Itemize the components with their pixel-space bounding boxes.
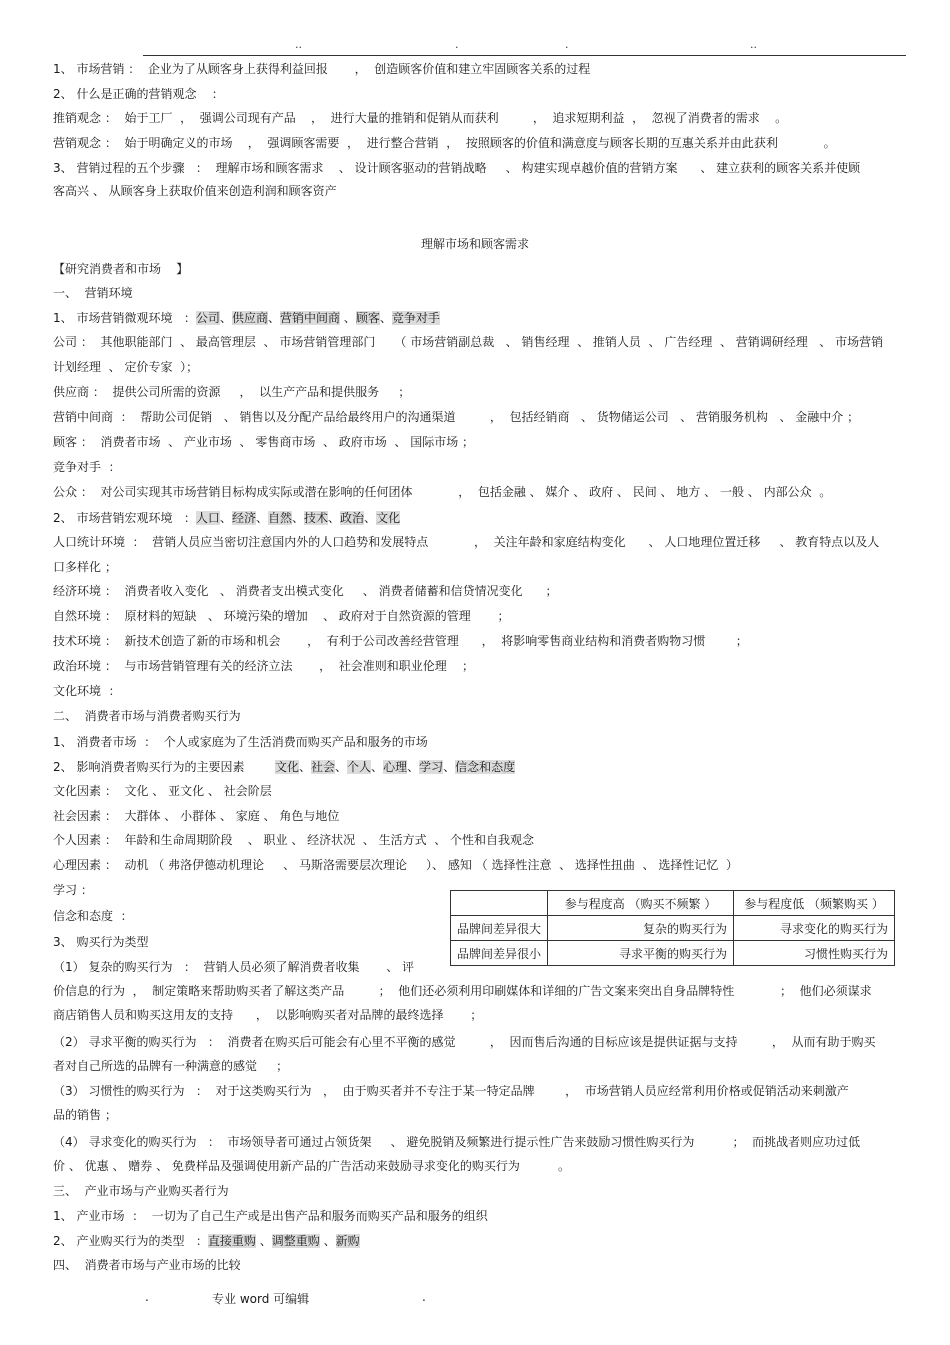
body-line: （2） 寻求平衡的购买行为 ： 消费者在购买后可能会有心里不平衡的感觉 ， 因而售后沟通的目标应该是提供证据与支持 ， 从而有助于购买 bbox=[53, 1035, 876, 1049]
body-line: 顾客 ： 消费者市场 、 产业市场 、 零售商市场 、 政府市场 、 国际市场 ； bbox=[53, 435, 475, 449]
body-line: 1、 消费者市场 ： 个人或家庭为了生活消费而购买产品和服务的市场 bbox=[53, 735, 428, 749]
tag: 政治 bbox=[340, 511, 365, 525]
tag: 信念和态度 bbox=[455, 760, 516, 774]
tag: 营销中间商 bbox=[279, 311, 340, 325]
body-line: 四、 消费者市场与产业市场的比较 bbox=[53, 1258, 241, 1272]
body-line: 心理因素 ： 动机 （ 弗洛伊德动机理论 、 马斯洛需要层次理论 ）、 感知 （ 选择性注意 、 选择性扭曲 、 选择性记忆 ） bbox=[53, 858, 738, 872]
body-line: 供应商 ： 提供公司所需的资源 ， 以生产产品和提供服务 ； bbox=[53, 385, 411, 399]
body-line: 3、 购买行为类型 bbox=[53, 935, 149, 949]
table-cell: 复杂的购买行为 bbox=[548, 916, 734, 941]
body-line: 自然环境 ： 原材料的短缺 、 环境污染的增加 、 政府对于自然资源的管理 ； bbox=[53, 609, 510, 623]
tag: 学习 bbox=[419, 760, 444, 774]
table-row bbox=[451, 891, 895, 916]
intro-line: 1、 市场营销 ： 企业为了从顾客身上获得利益回报 ， 创造顾客价值和建立牢固顾客关系的过程 bbox=[53, 62, 591, 76]
tag: 个人 bbox=[347, 760, 372, 774]
body-line: 经济环境 ： 消费者收入变化 、 消费者支出模式变化 、 消费者储蓄和信贷情况变化 ； bbox=[53, 584, 558, 598]
body-line: （3） 习惯性的购买行为 ： 对于这类购买行为 ， 由于购买者并不专注于某一特定品牌 ， 市场营销人员应经常利用价格或促销活动来刺激产 bbox=[53, 1084, 849, 1098]
tag: 顾客 bbox=[355, 311, 380, 325]
table-cell bbox=[451, 891, 548, 916]
tag: 心理 bbox=[383, 760, 408, 774]
body-line: 公司 ： 其他职能部门 、 最高管理层 、 市场营销管理部门 （ 市场营销副总裁 、 销售经理 、 推销人员 、 广告经理 、 营销调研经理 、 市场营销 bbox=[53, 335, 884, 349]
body-line: 个人因素 ： 年龄和生命周期阶段 、 职业 、 经济状况 、 生活方式 、 个性和自我观念 bbox=[53, 833, 535, 847]
tag: 供应商 bbox=[231, 311, 268, 325]
body-line: 二、 消费者市场与消费者购买行为 bbox=[53, 709, 241, 723]
body-text: 2、 产业购买行为的类型 ： bbox=[53, 1234, 208, 1248]
body-line: 竞争对手 ： bbox=[53, 460, 121, 474]
body-line: 口多样化 ； bbox=[53, 560, 117, 574]
body-text: 2、 市场营销宏观环境 ： bbox=[53, 511, 196, 525]
tag: 公司 bbox=[195, 311, 220, 325]
body-line: 社会因素 ： 大群体 、 小群体 、 家庭 、 角色与地位 bbox=[53, 809, 340, 823]
header-dot: .. bbox=[295, 38, 302, 51]
industrial-line: 2、 产业购买行为的类型 ：直接重购 、调整重购 、新购 bbox=[53, 1234, 360, 1248]
body-line: 价 、 优惠 、 赠券 、 免费样品及强调使用新产品的广告活动来鼓励寻求变化的购买行为 。 bbox=[53, 1159, 571, 1173]
body-line: 技术环境 ： 新技术创造了新的市场和机会 ， 有利于公司改善经营管理 ， 将影响零售商业结构和消费者购物习惯 ； bbox=[53, 634, 748, 648]
body-line: 文化因素 ： 文化 、 亚文化 、 社会阶层 bbox=[53, 784, 272, 798]
footer-dot: . bbox=[145, 1290, 149, 1304]
footer-text: 专业 word 可编辑 bbox=[212, 1292, 310, 1306]
body-line: （1） 复杂的购买行为 ： 营销人员必须了解消费者收集 、 评 bbox=[53, 960, 415, 974]
macro-env-line: 2、 市场营销宏观环境 ：人口、经济、自然、技术、政治、文化 bbox=[53, 511, 401, 525]
intro-line: 2、 什么是正确的营销观念 ： bbox=[53, 87, 224, 101]
footer-dot: . bbox=[422, 1290, 426, 1304]
header-dot: . bbox=[565, 38, 569, 51]
body-text: 2、 影响消费者购买行为的主要因素 bbox=[53, 760, 245, 774]
table-header-cell: 参与程度高 （购买不频繁 ） bbox=[548, 891, 734, 916]
body-line: 一、 营销环境 bbox=[53, 286, 133, 300]
table-row-header: 品牌间差异很小 bbox=[451, 941, 548, 966]
tag: 文化 bbox=[274, 760, 299, 774]
table-cell: 寻求平衡的购买行为 bbox=[548, 941, 734, 966]
table-cell: 寻求变化的购买行为 bbox=[734, 916, 895, 941]
body-line: 公众 ： 对公司实现其市场营销目标构成实际或潜在影响的任何团体 ， 包括金融 、 媒介 、 政府 、 民间 、 地方 、 一般 、 内部公众 。 bbox=[53, 485, 832, 499]
intro-line: 营销观念 ： 始于明确定义的市场 ， 强调顾客需要 ， 进行整合营销 ， 按照顾客的价值和满意度与顾客长期的互惠关系并由此获利 。 bbox=[53, 136, 836, 150]
tag: 经济 bbox=[231, 511, 256, 525]
body-line: 商店销售人员和购买这用友的支持 ， 以影响购买者对品牌的最终选择 ； bbox=[53, 1008, 483, 1022]
header-rule bbox=[143, 55, 906, 56]
body-line: 【研究消费者和市场 】 bbox=[53, 262, 189, 276]
body-line: 三、 产业市场与产业购买者行为 bbox=[53, 1184, 229, 1198]
purchase-behavior-table bbox=[450, 890, 895, 966]
body-line: 1、 产业市场 ： 一切为了自己生产或是出售产品和服务而购买产品和服务的组织 bbox=[53, 1209, 488, 1223]
tag: 新购 bbox=[335, 1234, 360, 1248]
tag: 人口 bbox=[195, 511, 220, 525]
body-line: 计划经理 、 定价专家 ）； bbox=[53, 360, 199, 374]
body-line: 品的销售 ； bbox=[53, 1108, 117, 1122]
tag: 自然 bbox=[267, 511, 292, 525]
table-header-cell: 参与程度低 （频繁购买 ） bbox=[734, 891, 895, 916]
section-title: 理解市场和顾客需求 bbox=[420, 237, 529, 251]
tag: 文化 bbox=[376, 511, 401, 525]
micro-env-line: 1、 市场营销微观环境 ：公司、供应商、营销中间商 、顾客、竞争对手 bbox=[53, 311, 440, 325]
body-line: 者对自己所选的品牌有一种满意的感觉 ； bbox=[53, 1059, 289, 1073]
tag: 直接重购 bbox=[207, 1234, 256, 1248]
body-text: 1、 市场营销微观环境 ： bbox=[53, 311, 196, 325]
body-line: 政治环境 ： 与市场营销管理有关的经济立法 ， 社会准则和职业伦理 ； bbox=[53, 659, 475, 673]
body-line: 人口统计环境 ： 营销人员应当密切注意国内外的人口趋势和发展特点 ， 关注年龄和家庭结构变化 、 人口地理位置迁移 、 教育特点以及人 bbox=[53, 535, 880, 549]
tag: 调整重购 bbox=[271, 1234, 320, 1248]
table-row-header: 品牌间差异很大 bbox=[451, 916, 548, 941]
table-cell: 习惯性购买行为 bbox=[734, 941, 895, 966]
factors-line: 2、 影响消费者购买行为的主要因素 文化、社会、个人、心理、学习、信念和态度 bbox=[53, 760, 516, 774]
body-line: 学习 ： bbox=[53, 883, 93, 897]
body-line: 信念和态度 ： bbox=[53, 909, 133, 923]
body-line: （4） 寻求变化的购买行为 ： 市场领导者可通过占领货架 、 避免脱销及频繁进行提示性广告来鼓励习惯性购买行为 ； 而挑战者则应功过低 bbox=[53, 1135, 861, 1149]
header-dot: . bbox=[455, 38, 459, 51]
body-line: 文化环境 ： bbox=[53, 684, 121, 698]
header-dot: .. bbox=[750, 38, 757, 51]
intro-line: 客高兴 、 从顾客身上获取价值来创造利润和顾客资产 bbox=[53, 184, 337, 198]
body-line: 营销中间商 ： 帮助公司促销 、 销售以及分配产品给最终用户的沟通渠道 ， 包括经销商 、 货物储运公司 、 营销服务机构 、 金融中介 ； bbox=[53, 410, 860, 424]
tag: 竞争对手 bbox=[391, 311, 440, 325]
body-line: 价信息的行为 ， 制定策略来帮助购买者了解这类产品 ； 他们还必须利用印刷媒体和详细的广告文案来突出自身品牌特性 ； 他们必须谋求 bbox=[53, 984, 872, 998]
table-row bbox=[451, 941, 895, 966]
tag: 技术 bbox=[304, 511, 329, 525]
table-row bbox=[451, 916, 895, 941]
intro-line: 3、 营销过程的五个步骤 ： 理解市场和顾客需求 、 设计顾客驱动的营销战略 、 构建实现卓越价值的营销方案 、 建立获利的顾客关系并使顾 bbox=[53, 161, 861, 175]
intro-line: 推销观念 ： 始于工厂 ， 强调公司现有产品 ， 进行大量的推销和促销从而获利 ， 追求短期利益 ， 忽视了消费者的需求 。 bbox=[53, 111, 788, 125]
tag: 社会 bbox=[311, 760, 336, 774]
